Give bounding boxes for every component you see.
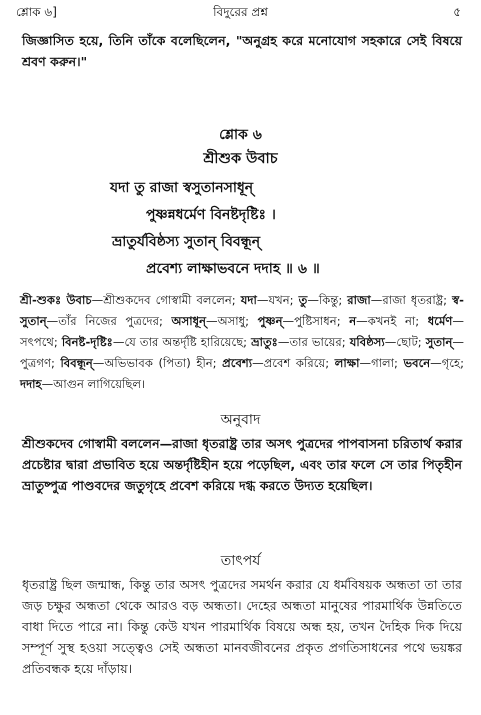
synonym-term: বিবন্ধূন্ — [60, 356, 93, 370]
synonym-meaning: তাঁর নিজের পুত্রদের; — [58, 314, 163, 328]
synonym-term: সুতান্ — [425, 335, 453, 349]
verse-number: শ্লোক ৬ — [219, 127, 262, 143]
synonym-term: শ্রী-শুকঃ উবাচ — [20, 293, 92, 307]
synonym-meaning: পুত্রগণ; — [20, 356, 55, 370]
synonym-meaning: সৎপথে; — [20, 335, 58, 349]
synonym-meaning: প্রবেশ করিয়ে; — [263, 356, 330, 370]
verse-line-2: পুষ্ণন্নধর্মেণ বিনষ্টদৃষ্টিঃ । — [146, 207, 276, 223]
translation-text: শ্রীশুকদেব গোস্বামী বললেন—রাজা ধৃতরাষ্ট্র তার অসৎ পুত্রদের পাপবাসনা চরিতার্থ করার প্রচেষ্টার দ্বারা প্রভাবিত হয়ে অন্তর্দৃষ্টিহীন হয়ে পড়েছিল, এবং তার ফলে সে তার পিতৃহীন ভ্রাতুষ্পুত্র পাণ্ডবদের জতুগৃহে প্রবেশ করিয়ে দগ্ধ করতে উদ্যত হয়েছিল। — [22, 436, 462, 493]
word-for-word-synonyms: শ্রী-শুকঃ উবাচ—শ্রীশুকদেব গোস্বামী বললেন; যদা—যখন; তু—কিন্তু; রাজা—রাজা ধৃতরাষ্ট্র; স্ব-সুতান্—তাঁর নিজের পুত্রদের; অসাধূন্—অসাধু; পুষ্ণন্—পুষ্টিসাধন; ন—কখনই না; ধর্মেণ—সৎপথে; বিনষ্ট-দৃষ্টিঃ—যে তার অন্তর্দৃষ্টি হারিয়েছে; ভ্রাতুঃ—তার ভায়ের; যবিষ্ঠস্য—ছোট; সুতান্—পুত্রগণ; বিবন্ধূন্—অভিভাবক (পিতা) হীন; প্রবেশ্য—প্রবেশ করিয়ে; লাক্ষা—গালা; ভবনে—গৃহে; দদাহ—আগুন লাগিয়েছিল। — [20, 293, 465, 391]
synonym-term: যদা — [240, 293, 257, 307]
synonym-term: ন — [349, 314, 357, 328]
synonym-term: ভ্রাতুঃ — [251, 335, 278, 349]
synonym-meaning: কিন্তু; — [318, 293, 343, 307]
verse-line-1: যদা তু রাজা স্বসুতানসাধূন্ — [110, 180, 254, 196]
synonym-term: তু — [298, 293, 308, 307]
synonym-meaning: যে তার অন্তর্দৃষ্টি হারিয়েছে; — [124, 335, 248, 349]
verse-speaker: শ্রীশুক উবাচ — [203, 151, 278, 167]
synonym-meaning: তার ভায়ের; — [289, 335, 346, 349]
verse-line-3: ভ্রাতুর্যবিষ্ঠস্য সুতান্ বিবন্ধূন্ — [112, 234, 261, 250]
synonym-meaning: কখনই না; — [367, 314, 420, 328]
synonym-meaning: ছোট; — [396, 335, 422, 349]
synonym-term: ভবনে — [403, 356, 431, 370]
intro-paragraph: জিজ্ঞাসিত হয়ে, তিনি তাঁকে বলেছিলেন, "অনুগ্রহ করে মনোযোগ সহকারে সেই বিষয়ে শ্রবণ করুন।" — [22, 33, 462, 69]
header-chapter-title: বিদুরের প্রশ্ন — [213, 5, 268, 19]
synonym-meaning: আগুন লাগিয়েছিল। — [53, 377, 146, 391]
translation-heading: অনুবাদ — [220, 412, 261, 428]
running-header — [16, 4, 465, 22]
page-number: ৫ — [453, 5, 461, 19]
header-verse-ref: শ্লোক ৬] — [16, 5, 57, 19]
synonym-meaning: রাজা ধৃতরাষ্ট্র; — [382, 293, 448, 307]
synonym-meaning: অভিভাবক (পিতা) হীন; — [104, 356, 217, 370]
synonym-meaning: গালা; — [371, 356, 398, 370]
synonym-term: যবিষ্ঠস্য — [349, 335, 385, 349]
purport-heading: তাৎপর্য — [220, 553, 261, 569]
synonym-term: ধর্মেণ — [427, 314, 453, 328]
synonym-term: অসাধূন্ — [171, 314, 207, 328]
synonym-term: পুষ্ণন্ — [257, 314, 283, 328]
synonym-term: প্রবেশ্য — [222, 356, 253, 370]
synonym-term: স্ব-সুতান্ — [20, 293, 464, 328]
synonym-meaning: শ্রীশুকদেব গোস্বামী বললেন; — [103, 293, 236, 307]
synonym-meaning: অসাধু; — [217, 314, 250, 328]
synonym-term: বিনষ্ট-দৃষ্টিঃ — [61, 335, 113, 349]
synonym-term: রাজা — [347, 293, 371, 307]
purport-text: ধৃতরাষ্ট্র ছিল জন্মান্ধ, কিন্তু তার অসৎ পুত্রদের সমর্থন করার যে ধর্মবিষয়ক অন্ধতা তা তার জড় চক্ষুর অন্ধতা থেকে আরও বড় অন্ধতা। দেহের অন্ধতা মানুষের পারমার্থিক উন্নতিতে বাধা দিতে পারে না। কিন্তু কেউ যখন পারমার্থিক বিষয়ে অন্ধ হয়, তখন দৈহিক দিক দিয়ে সম্পূর্ণ সুস্থ হওয়া সত্ত্বেও সেই অন্ধতা মানবজীবনের প্রকৃত প্রগতিসাধনের পথে ভয়ঙ্কর প্রতিবন্ধক হয়ে দাঁড়ায়। — [22, 577, 462, 676]
verse-line-4: প্রবেশ্য লাক্ষাভবনে দদাহ ॥ ৬ ॥ — [146, 261, 320, 277]
synonym-meaning: পুষ্টিসাধন; — [294, 314, 341, 328]
synonym-meaning: গৃহে; — [441, 356, 465, 370]
synonym-term: দদাহ — [20, 377, 42, 391]
synonym-meaning: যখন; — [268, 293, 294, 307]
synonym-term: লাক্ষা — [334, 356, 360, 370]
